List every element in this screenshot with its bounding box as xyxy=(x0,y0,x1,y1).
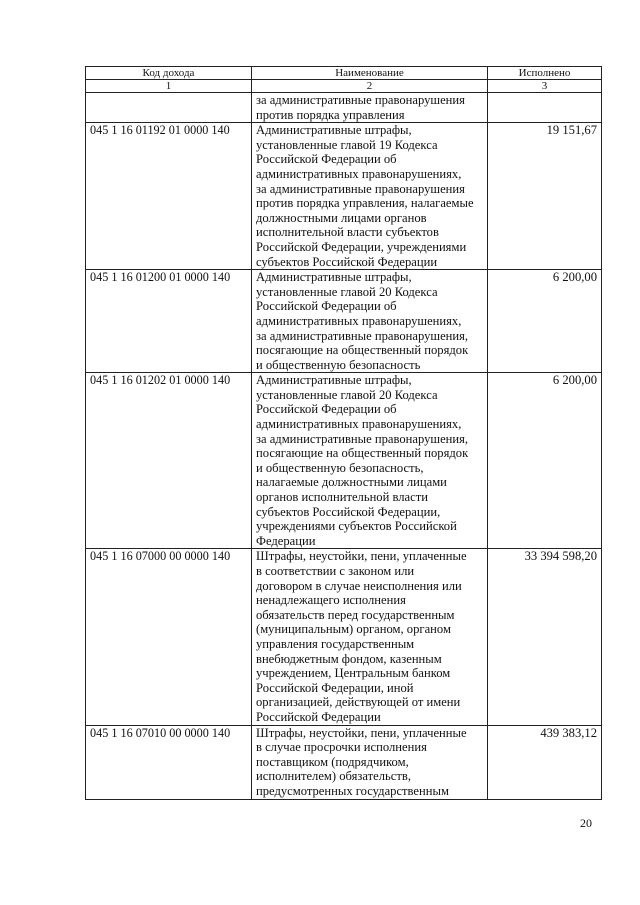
revenue-name xyxy=(252,725,488,799)
continuation-text xyxy=(252,93,488,123)
text-line: обязательств перед государственным xyxy=(256,607,455,622)
text-line: установленные главой 20 Кодекса xyxy=(256,387,438,402)
executed-amount: 439 383,12 xyxy=(488,725,602,799)
text-line: исполнителем) обязательств, xyxy=(256,769,411,784)
column-number: 1 xyxy=(86,80,252,93)
text-line: договором в случае неисполнения или xyxy=(256,578,462,593)
text-line: Российской Федерации об xyxy=(256,299,397,314)
continuation-row xyxy=(86,93,602,123)
text-line: против порядка управления xyxy=(256,107,405,122)
table-row xyxy=(86,270,602,373)
text-line: Российской Федерации об xyxy=(256,152,397,167)
header-name: Наименование xyxy=(252,67,488,80)
revenue-name xyxy=(252,373,488,549)
executed-amount: 6 200,00 xyxy=(488,373,602,549)
text-line: административных правонарушениях, xyxy=(256,166,462,181)
text-line: (муниципальным) органом, органом xyxy=(256,622,451,637)
revenue-table xyxy=(85,66,602,800)
text-line: субъектов Российской Федерации xyxy=(256,254,438,269)
page-number: 20 xyxy=(580,816,592,830)
text-line: организацией, действующей от имени xyxy=(256,695,461,710)
text-line: установленные главой 20 Кодекса xyxy=(256,284,438,299)
text-line: Административные штрафы, xyxy=(256,123,412,138)
text-line: Федерации xyxy=(256,533,316,548)
empty-value-cell xyxy=(488,93,602,123)
text-line: Российской Федерации об xyxy=(256,402,397,417)
text-line: учреждениями субъектов Российской xyxy=(256,519,457,534)
revenue-code: 045 1 16 01202 01 0000 140 xyxy=(86,373,252,549)
revenue-code: 045 1 16 07000 00 0000 140 xyxy=(86,549,252,725)
text-line: Штрафы, неустойки, пени, уплаченные xyxy=(256,725,467,740)
table-row xyxy=(86,725,602,799)
text-line: Административные штрафы, xyxy=(256,373,412,388)
text-line: в соответствии с законом или xyxy=(256,564,415,578)
text-line: ненадлежащего исполнения xyxy=(256,593,406,608)
table-row xyxy=(86,549,602,725)
header-row xyxy=(86,67,602,80)
text-line: против порядка управления, налагаемые xyxy=(256,196,474,211)
text-line: Российской Федерации xyxy=(256,709,381,724)
text-line: налагаемые должностными лицами xyxy=(256,475,447,490)
text-line: поставщиком (подрядчиком, xyxy=(256,754,409,769)
text-line: Штрафы, неустойки, пени, уплаченные xyxy=(256,549,467,564)
revenue-name xyxy=(252,123,488,270)
text-line: за административные правонарушения, xyxy=(256,431,469,446)
text-line: и общественную безопасность, xyxy=(256,460,424,475)
text-line: внебюджетным фондом, казенным xyxy=(256,651,442,666)
text-line: должностными лицами органов xyxy=(256,210,427,225)
revenue-name xyxy=(252,270,488,373)
text-line: органов исполнительной власти xyxy=(256,490,428,505)
revenue-code: 045 1 16 07010 00 0000 140 xyxy=(86,725,252,799)
revenue-name xyxy=(252,549,488,725)
text-line: и общественную безопасность xyxy=(256,357,421,372)
text-line: административных правонарушениях, xyxy=(256,313,462,328)
table-row xyxy=(86,123,602,270)
revenue-code: 045 1 16 01200 01 0000 140 xyxy=(86,270,252,373)
text-line: исполнительной власти субъектов xyxy=(256,225,439,240)
text-line: посягающие на общественный порядок xyxy=(256,343,469,358)
text-line: за административные правонарушения, xyxy=(256,328,469,343)
text-line: посягающие на общественный порядок xyxy=(256,446,469,461)
executed-amount: 19 151,67 xyxy=(488,123,602,270)
revenue-code: 045 1 16 01192 01 0000 140 xyxy=(86,123,252,270)
text-line: Российской Федерации, иной xyxy=(256,680,414,695)
header-code: Код дохода xyxy=(86,67,252,80)
column-number-row xyxy=(86,80,602,93)
text-line: Административные штрафы, xyxy=(256,270,412,285)
text-line: Российской Федерации, учреждениями xyxy=(256,239,467,254)
text-line: в случае просрочки исполнения xyxy=(256,740,427,755)
text-line: учреждением, Центральным банком xyxy=(256,666,451,681)
text-line: за административные правонарушения xyxy=(256,181,465,196)
text-line: установленные главой 19 Кодекса xyxy=(256,137,438,152)
header-executed: Исполнено xyxy=(488,67,602,80)
text-line: субъектов Российской Федерации, xyxy=(256,504,441,519)
text-line: предусмотренных государственным xyxy=(256,783,449,798)
column-number: 2 xyxy=(252,80,488,93)
table-row xyxy=(86,373,602,549)
column-number: 3 xyxy=(488,80,602,93)
text-line: административных правонарушениях, xyxy=(256,417,462,432)
text-line: управления государственным xyxy=(256,636,415,651)
text-line: за административные правонарушения xyxy=(256,93,465,107)
executed-amount: 6 200,00 xyxy=(488,270,602,373)
executed-amount: 33 394 598,20 xyxy=(488,549,602,725)
empty-code-cell xyxy=(86,93,252,123)
